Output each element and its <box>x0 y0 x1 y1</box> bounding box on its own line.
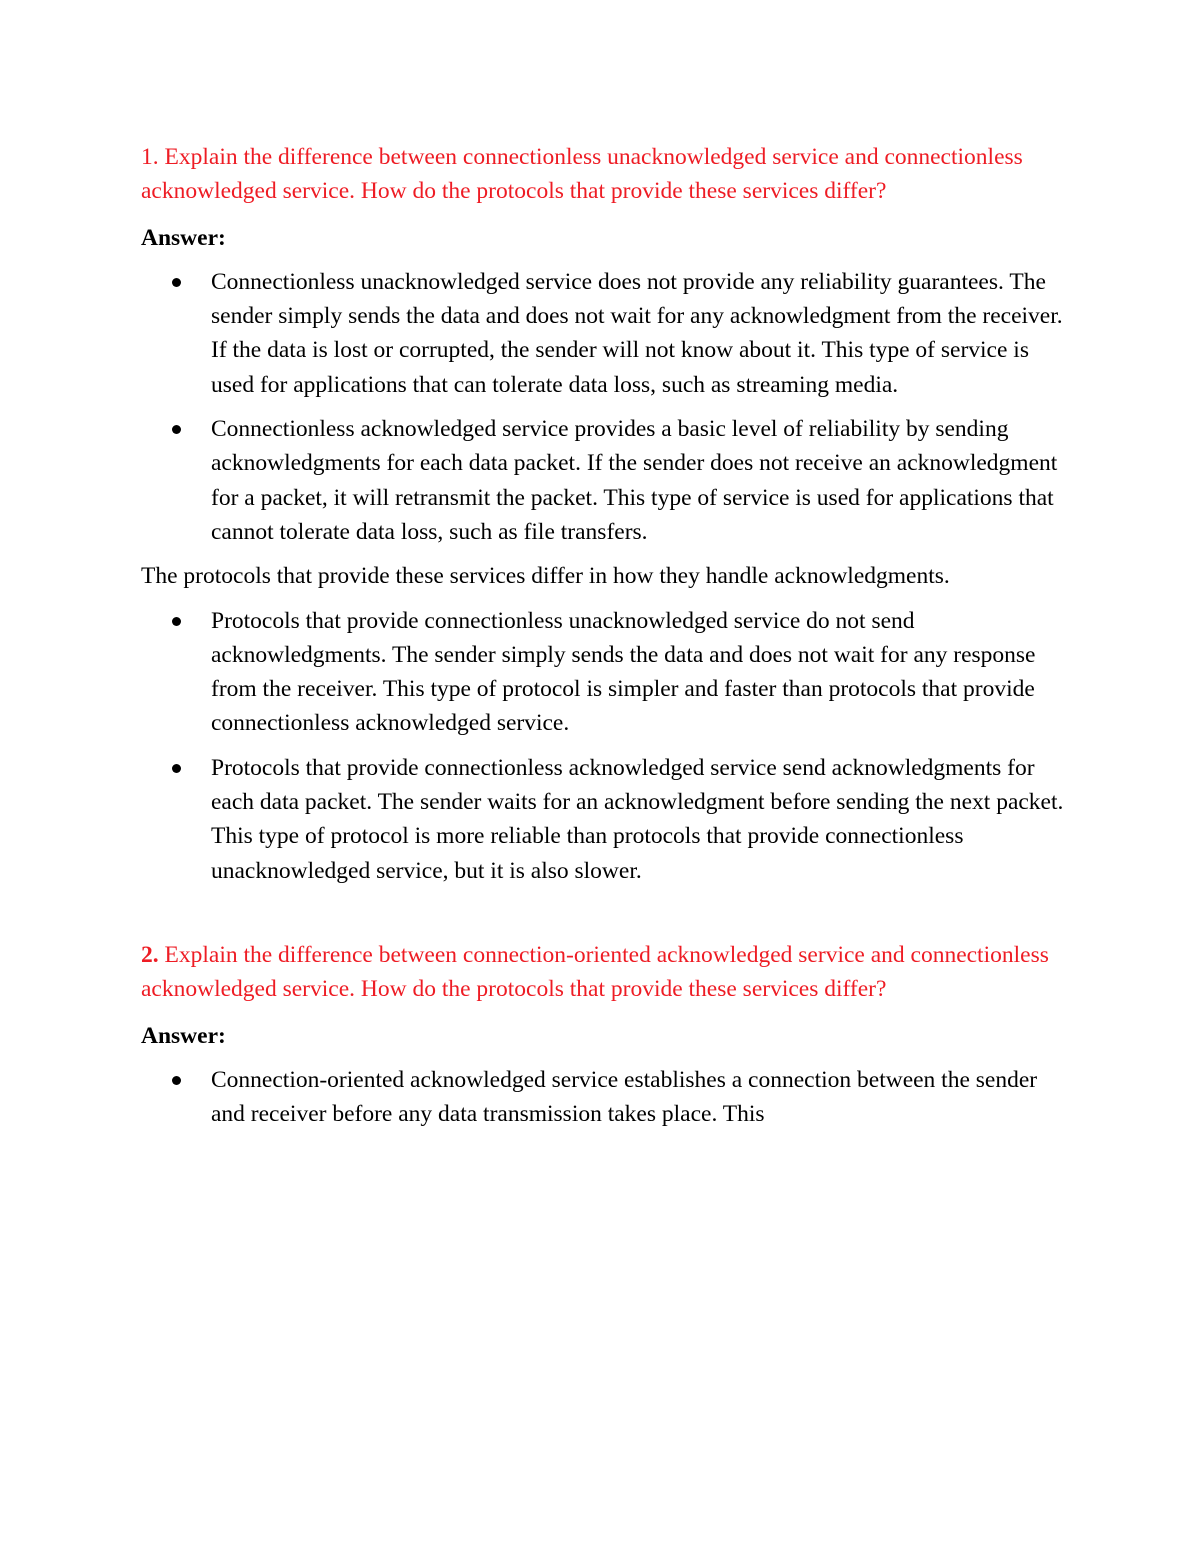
list-item-text: Connectionless unacknowledged service does not provide any reliability guarantees. The sender simply sends the data and does not wait for any acknowledgment from the receiver. If the data is lost or corrupted, the sender will not know about it. This type of service is used for applications that can tolerate data loss, such as streaming media. <box>211 268 1063 398</box>
question-1-number: 1. <box>141 144 159 170</box>
list-item <box>211 412 1076 549</box>
list-item <box>211 265 1076 402</box>
list-item <box>211 604 1076 741</box>
bullet-icon <box>172 1076 181 1085</box>
answer-1-protocol-bullet-list <box>141 604 1076 888</box>
list-item-text: Connectionless acknowledged service provides a basic level of reliability by sending acknowledgments for each data packet. If the sender does not receive an acknowledgment for a packet, it will retransmit the packet. This type of service is used for applications that cannot tolerate data loss, such as file transfers. <box>211 416 1058 545</box>
document-page <box>141 140 1076 1141</box>
answer-2-label: Answer: <box>141 1022 226 1049</box>
list-item-text: Connection-oriented acknowledged service establishes a connection between the sender and receiver before any data transmission takes place. This <box>211 1066 1038 1128</box>
list-item <box>211 1063 1076 1132</box>
list-item-text: Protocols that provide connectionless acknowledged service send acknowledgments for each data packet. The sender waits for an acknowledgment before sending the next packet. This type of protocol is more reliable than protocols that provide connectionless unacknowledged service, but it is also slower. <box>211 754 1064 884</box>
question-1 <box>141 140 1076 209</box>
bullet-icon <box>172 764 181 773</box>
bullet-icon <box>172 278 181 287</box>
question-2 <box>141 938 1076 1007</box>
answer-1-paragraph: The protocols that provide these services differ in how they handle acknowledgments. <box>141 563 950 590</box>
list-item <box>211 751 1076 888</box>
question-2-text: Explain the difference between connection-oriented acknowledged service and connectionless acknowledged service. How do the protocols that provide these services differ? <box>141 941 1049 1003</box>
answer-1-label: Answer: <box>141 224 226 251</box>
answer-1-bullet-list <box>141 265 1076 549</box>
list-item-text: Protocols that provide connectionless unacknowledged service do not send acknowledgments. The sender simply sends the data and does not wait for any response from the receiver. This type of protocol is simpler and faster than protocols that provide connectionless acknowledged service. <box>211 607 1036 737</box>
bullet-icon <box>172 617 181 626</box>
bullet-icon <box>172 425 181 434</box>
section-spacer <box>141 898 1076 938</box>
question-2-number: 2. <box>141 941 159 968</box>
question-1-text: Explain the difference between connectionless unacknowledged service and connectionless acknowledged service. How do the protocols that provide these services differ? <box>141 144 1023 205</box>
answer-2-bullet-list <box>141 1063 1076 1132</box>
